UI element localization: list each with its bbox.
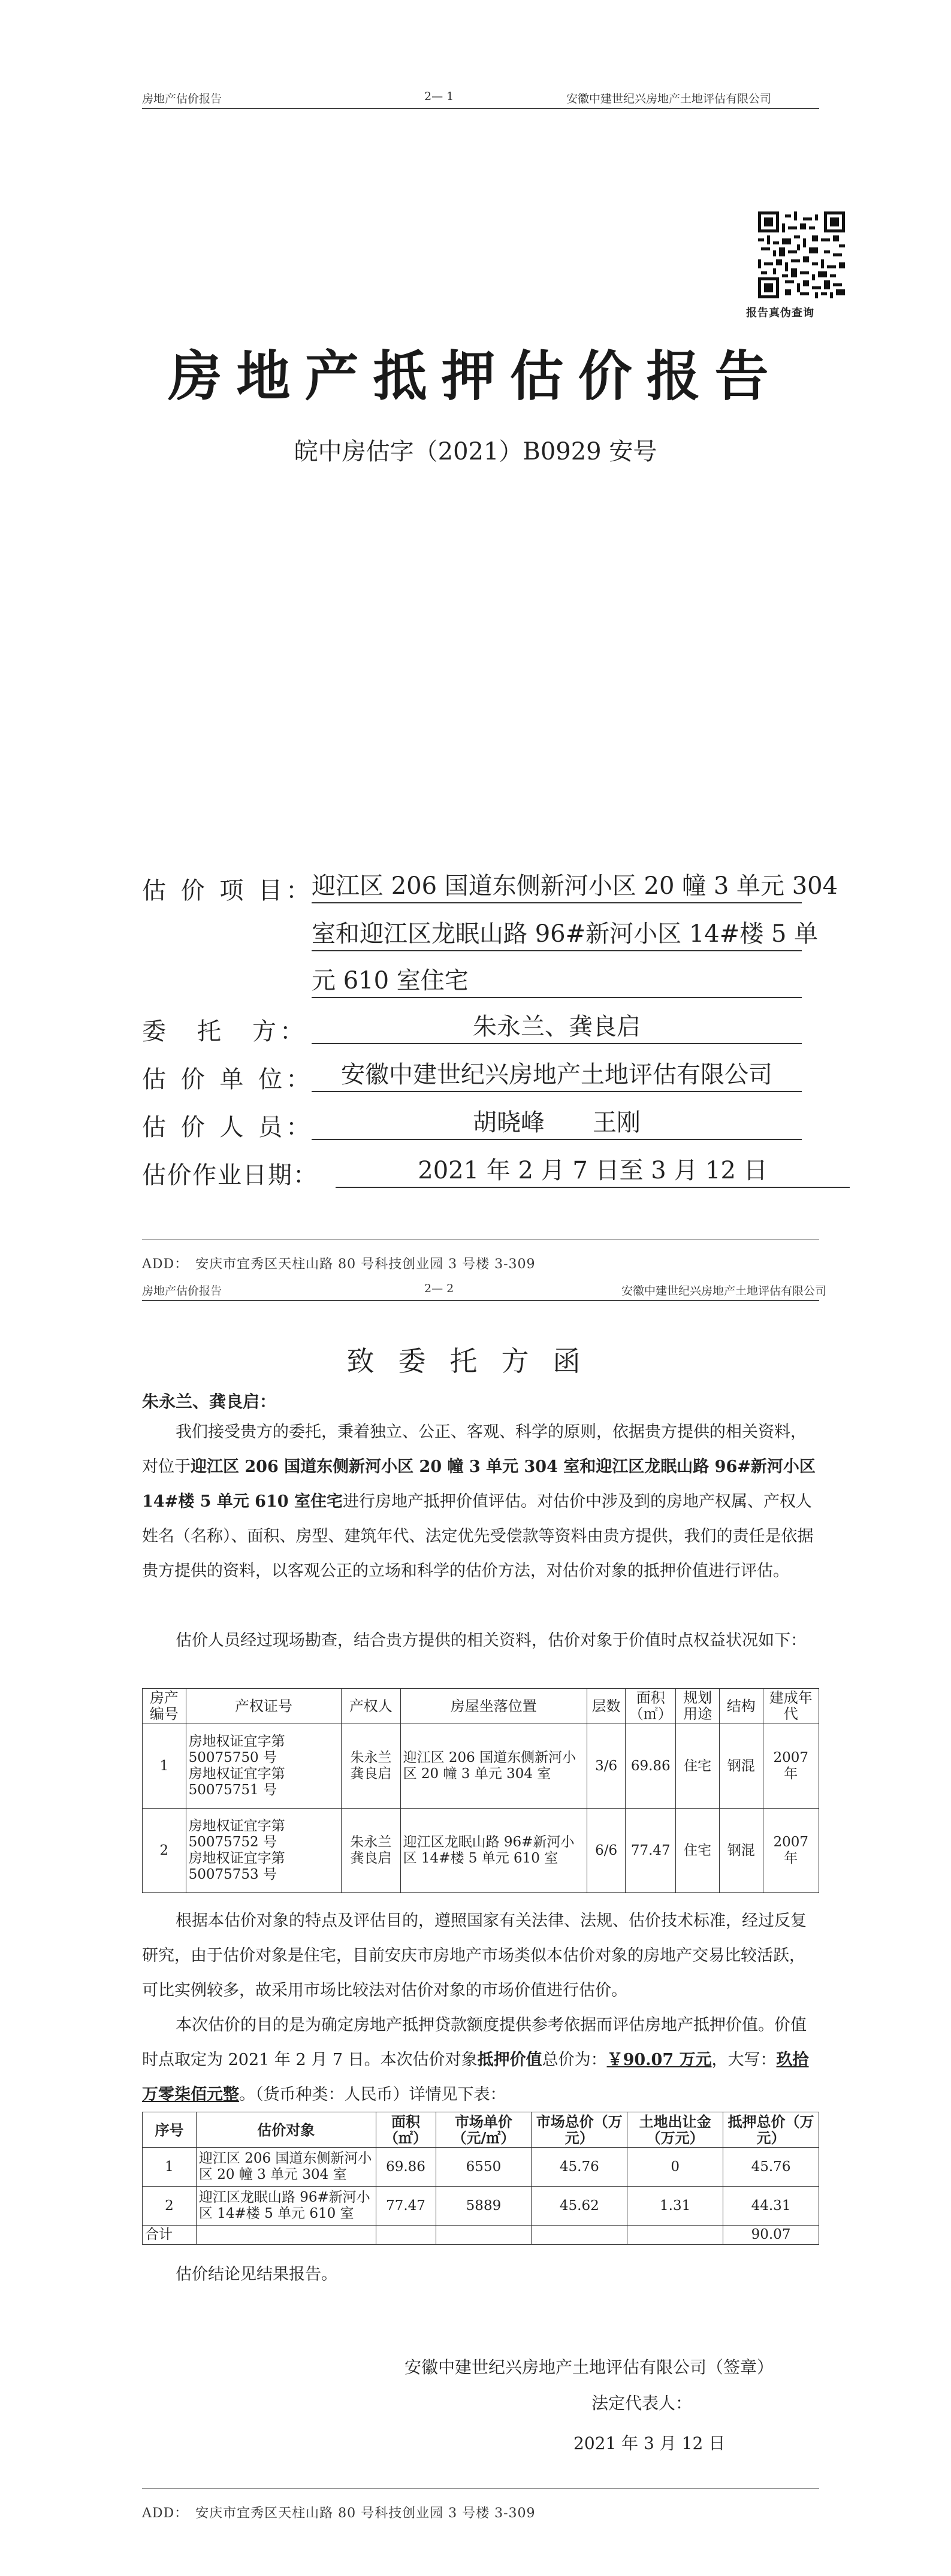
project-line-1: 迎江区 206 国道东侧新河小区 20 幢 3 单元 304 <box>312 870 802 903</box>
table1-header-cell: 结构 <box>719 1689 763 1724</box>
table2-cell-area: 77.47 <box>376 2187 436 2226</box>
table1-cell-area: 77.47 <box>626 1809 676 1893</box>
table2-cell-obj: 迎江区 206 国道东侧新河小区 20 幢 3 单元 304 室 <box>196 2148 376 2187</box>
table2-cell-total: 45.62 <box>532 2187 627 2226</box>
mortgage-total-value: ￥90.07 万元 <box>606 2051 712 2069</box>
table1-row <box>143 1724 819 1809</box>
report-title: 房地产抵押估价报告 <box>168 344 783 408</box>
table2-header-row <box>143 2112 819 2148</box>
table2-header-cell: 估价对象 <box>196 2112 376 2148</box>
table2-total-label: 合计 <box>143 2226 197 2245</box>
table1-cell-year: 2007 年 <box>763 1724 819 1809</box>
table2-cell-mort: 45.76 <box>723 2148 819 2187</box>
table2-row <box>143 2148 819 2187</box>
signature-representative: 法定代表人： <box>591 2393 693 2413</box>
table1-cell-owner: 朱永兰 龚良启 <box>342 1809 401 1893</box>
table2-total-row <box>143 2226 819 2245</box>
table2-header-cell: 抵押总价（万元） <box>723 2112 819 2148</box>
paragraph-1: 我们接受贵方的委托，秉着独立、公正、客观、科学的原则，依据贵方提供的相关资料，对位于迎江区 206 国道东侧新河小区 20 幢 3 单元 304 室和迎江区龙眠山路 96#新河小区 14#楼 5 单元 610 室住宅进行房地产抵押价值评估。对估价中涉及到的房地产权属、产权人姓名（名称）、面积、房型、建筑年代、法定优先受偿款等资料由贵方提供，我们的责任是依据贵方提供的资料，以客观公正的立场和科学的估价方法，对估价对象的抵押价值进行评估。 <box>142 1423 816 1580</box>
property-rights-table <box>142 1688 819 1893</box>
table1-cell-location: 迎江区 206 国道东侧新河小区 20 幢 3 单元 304 室 <box>400 1724 587 1809</box>
page1-header-rule <box>142 108 819 109</box>
table1-header-cell: 房产编号 <box>143 1689 186 1724</box>
table2-header-cell: 市场单价（元/㎡） <box>436 2112 532 2148</box>
page2-header-page: 2— 2 <box>424 1282 454 1295</box>
table2-header-cell: 土地出让金（万元） <box>627 2112 723 2148</box>
paragraph-3: 根据本估价对象的特点及评估目的，遵照国家有关法律、法规、估价技术标准，经过反复研究，由于估价对象是住宅，目前安庆市房地产市场类似本估价对象的房地产交易比较活跃，可比实例较多，故采用市场比较法对估价对象的市场价值进行估价。 <box>142 1912 807 2000</box>
table2-cell-total: 45.76 <box>532 2148 627 2187</box>
date-value: 2021 年 2 月 7 日至 3 月 12 日 <box>336 1154 850 1188</box>
page2-header-left: 房地产估价报告 <box>142 1284 222 1298</box>
table2-header-cell: 面积（㎡） <box>376 2112 436 2148</box>
page1-header-page: 2— 1 <box>424 90 454 103</box>
table2-cell-unit: 6550 <box>436 2148 532 2187</box>
table1-header-cell: 房屋坐落位置 <box>400 1689 587 1724</box>
table1-cell-no: 1 <box>143 1724 186 1809</box>
client-label: 委 托 方： <box>142 1018 307 1045</box>
table1-header-cell: 产权证号 <box>186 1689 341 1724</box>
table1-cell-owner: 朱永兰 龚良启 <box>342 1724 401 1809</box>
table2-cell-obj: 迎江区龙眠山路 96#新河小区 14#楼 5 单元 610 室 <box>196 2187 376 2226</box>
table1-cell-cert: 房地权证宜字第 50075750 号 房地权证宜字第 50075751 号 <box>186 1724 341 1809</box>
table2-row <box>143 2187 819 2226</box>
table2-total-empty <box>196 2226 376 2245</box>
table1-cell-floors: 3/6 <box>587 1724 625 1809</box>
table1-header-cell: 层数 <box>587 1689 625 1724</box>
project-label: 估 价 项 目： <box>142 877 314 905</box>
mortgage-total-capital: 玖拾万零柒佰元整 <box>142 2051 809 2104</box>
table2-header-cell: 序号 <box>143 2112 197 2148</box>
table1-header-cell: 规划用途 <box>676 1689 720 1724</box>
valuation-result-table <box>142 2112 819 2245</box>
table1-header-cell: 面积（㎡） <box>626 1689 676 1724</box>
date-label: 估价作业日期： <box>142 1162 318 1189</box>
table1-cell-no: 2 <box>143 1809 186 1893</box>
table2-cell-unit: 5889 <box>436 2187 532 2226</box>
client-value: 朱永兰、龚良启 <box>312 1011 802 1044</box>
table2-total-value: 90.07 <box>723 2226 819 2245</box>
table1-header-cell: 建成年代 <box>763 1689 819 1724</box>
table2-cell-mort: 44.31 <box>723 2187 819 2226</box>
table1-cell-use: 住宅 <box>676 1809 720 1893</box>
paragraph-5: 估价结论见结果报告。 <box>176 2265 337 2284</box>
table1-cell-struct: 钢混 <box>719 1809 763 1893</box>
table2-cell-land: 1.31 <box>627 2187 723 2226</box>
table2-total-empty <box>376 2226 436 2245</box>
staff-label: 估 价 人 员： <box>142 1114 314 1141</box>
table2-header-cell: 市场总价（万元） <box>532 2112 627 2148</box>
table2-total-empty <box>627 2226 723 2245</box>
table2-cell-area: 69.86 <box>376 2148 436 2187</box>
table2-cell-no: 2 <box>143 2187 197 2226</box>
table2-total-empty <box>436 2226 532 2245</box>
report-number: 皖中房估字（2021）B0929 安号 <box>294 438 657 465</box>
table1-cell-use: 住宅 <box>676 1724 720 1809</box>
table1-cell-area: 69.86 <box>626 1724 676 1809</box>
page1-header-left: 房地产估价报告 <box>142 92 222 105</box>
qr-caption: 报告真伪查询 <box>746 307 814 319</box>
letter-title: 致委托方函 <box>346 1345 605 1377</box>
page2-footer-rule <box>142 2488 819 2489</box>
table1-cell-struct: 钢混 <box>719 1724 763 1809</box>
page2-header-right: 安徽中建世纪兴房地产土地评估有限公司 <box>621 1284 827 1298</box>
table1-cell-floors: 6/6 <box>587 1809 625 1893</box>
table1-cell-year: 2007 年 <box>763 1809 819 1893</box>
paragraph-4: 本次估价的目的是为确定房地产抵押贷款额度提供参考依据而评估房地产抵押价值。价值时点取定为 2021 年 2 月 7 日。本次估价对象抵押价值总价为：￥90.07 万元，大写：玖拾万零柒佰元整。（货币种类：人民币）详情见下表： <box>142 2016 809 2104</box>
page1-header-right: 安徽中建世纪兴房地产土地评估有限公司 <box>566 92 772 105</box>
table1-cell-cert: 房地权证宜字第 50075752 号 房地权证宜字第 50075753 号 <box>186 1809 341 1893</box>
staff-value: 胡晓峰 王刚 <box>312 1106 802 1140</box>
table1-row <box>143 1809 819 1893</box>
project-line-3: 元 610 室住宅 <box>312 965 802 998</box>
table2-cell-land: 0 <box>627 2148 723 2187</box>
table1-cell-location: 迎江区龙眠山路 96#新河小区 14#楼 5 单元 610 室 <box>400 1809 587 1893</box>
table2-total-empty <box>532 2226 627 2245</box>
table2-cell-no: 1 <box>143 2148 197 2187</box>
table1-header-row <box>143 1689 819 1724</box>
table1-header-cell: 产权人 <box>342 1689 401 1724</box>
paragraph-2: 估价人员经过现场勘查，结合贵方提供的相关资料，估价对象于价值时点权益状况如下： <box>176 1631 807 1650</box>
signature-company: 安徽中建世纪兴房地产土地评估有限公司（签章） <box>404 2357 774 2377</box>
page2-header-rule <box>142 1300 819 1301</box>
salutation: 朱永兰、龚良启： <box>142 1392 277 1411</box>
signature-date: 2021 年 3 月 12 日 <box>573 2433 726 2453</box>
property-address-bold: 迎江区 206 国道东侧新河小区 20 幢 3 单元 304 室和迎江区龙眠山路 96#新河小区 14#楼 5 单元 610 室住宅 <box>142 1458 816 1511</box>
valuer-value: 安徽中建世纪兴房地产土地评估有限公司 <box>312 1059 802 1092</box>
page1-address: ADD： 安庆市宜秀区天柱山路 80 号科技创业园 3 号楼 3-309 <box>142 1257 536 1272</box>
page2-address: ADD： 安庆市宜秀区天柱山路 80 号科技创业园 3 号楼 3-309 <box>142 2506 536 2521</box>
valuer-label: 估 价 单 位： <box>142 1066 314 1093</box>
project-line-2: 室和迎江区龙眠山路 96#新河小区 14#楼 5 单 <box>312 918 802 951</box>
qr-code-icon[interactable] <box>758 211 845 298</box>
